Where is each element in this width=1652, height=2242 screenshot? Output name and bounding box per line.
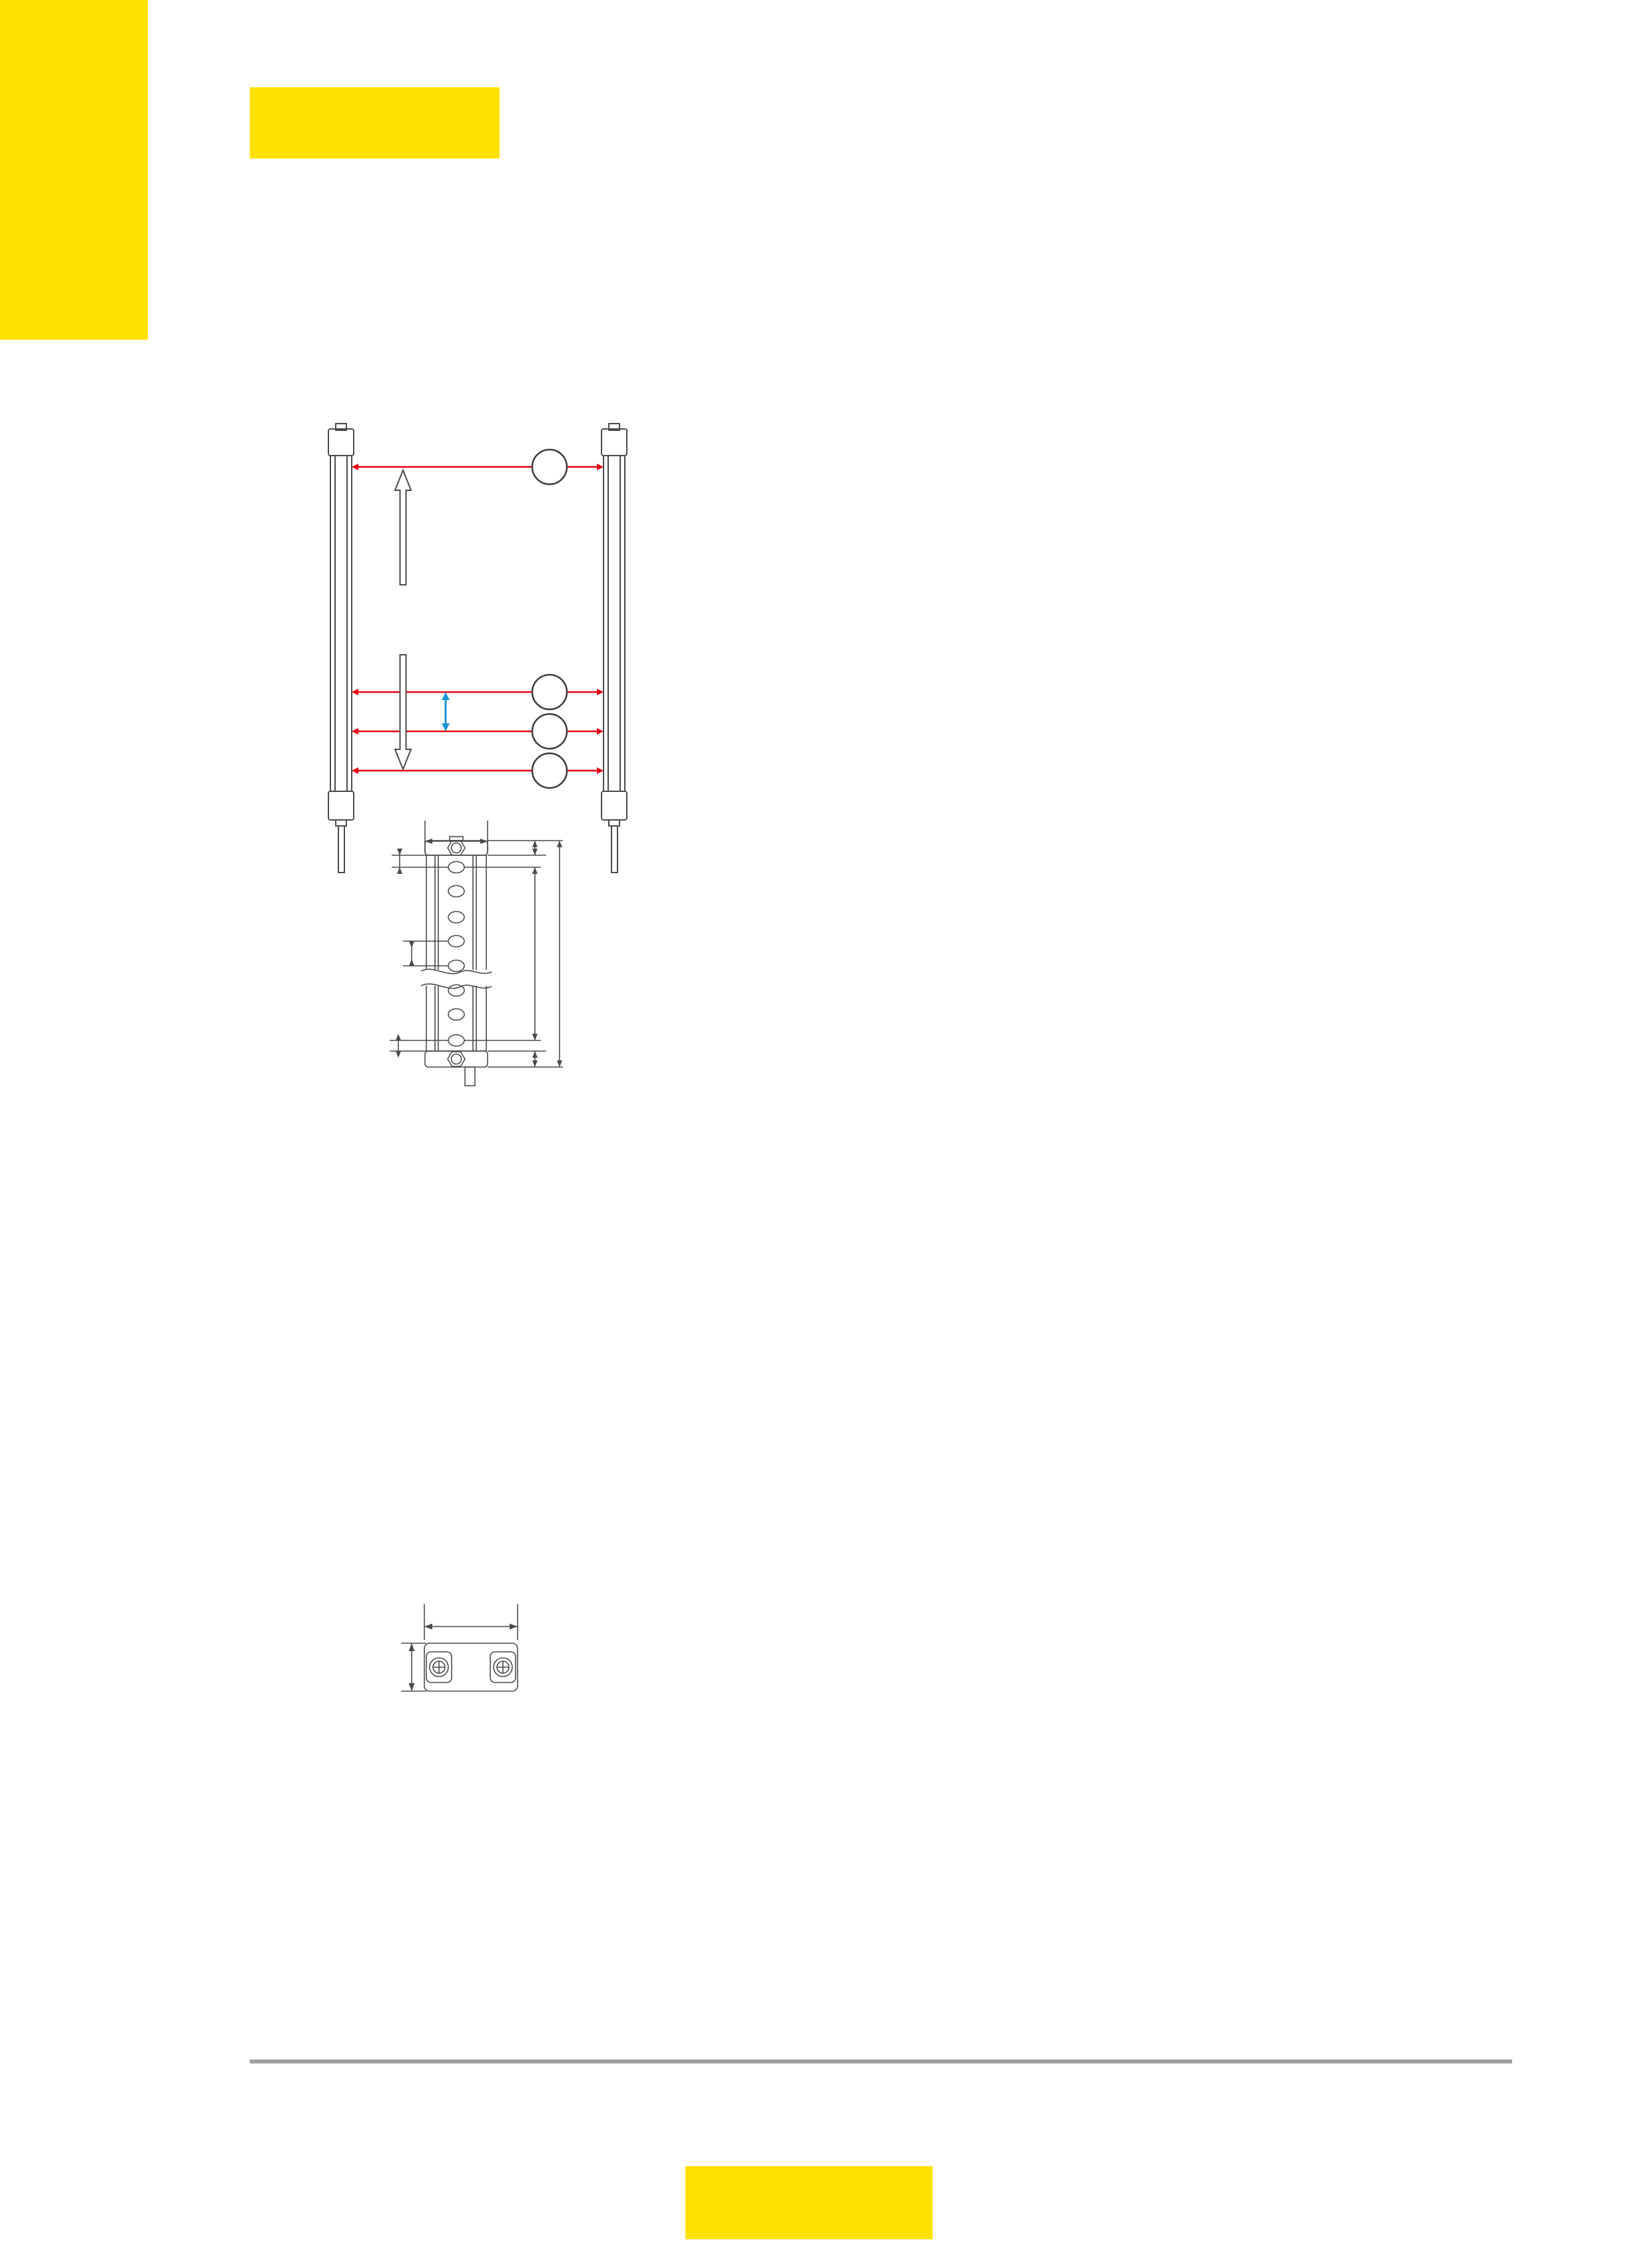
- website-badge[interactable]: [685, 2166, 933, 2239]
- left-bar-body: [330, 456, 352, 791]
- sidebar-vertical-title: [0, 93, 148, 346]
- right-bar-bottom-cap: [602, 791, 627, 820]
- left-bar-top-cap: [328, 429, 354, 456]
- front-view-drawing: [360, 793, 586, 1112]
- dim-arrowheads: [396, 839, 562, 1067]
- beam-index-circles: [532, 450, 567, 788]
- body-break: [421, 970, 492, 986]
- left-bar-cable: [338, 826, 344, 873]
- right-bar-top-cap: [602, 429, 627, 456]
- page-title: [250, 87, 500, 159]
- protection-height-arrow: [395, 470, 411, 769]
- right-bar-cable: [612, 826, 618, 873]
- beam-holes: [448, 862, 464, 1046]
- left-bar-bottom-cap: [328, 791, 354, 820]
- top-view-drawing: [373, 1592, 546, 1705]
- right-bar-body: [604, 456, 625, 791]
- table-bottom-border: [250, 2059, 1512, 2063]
